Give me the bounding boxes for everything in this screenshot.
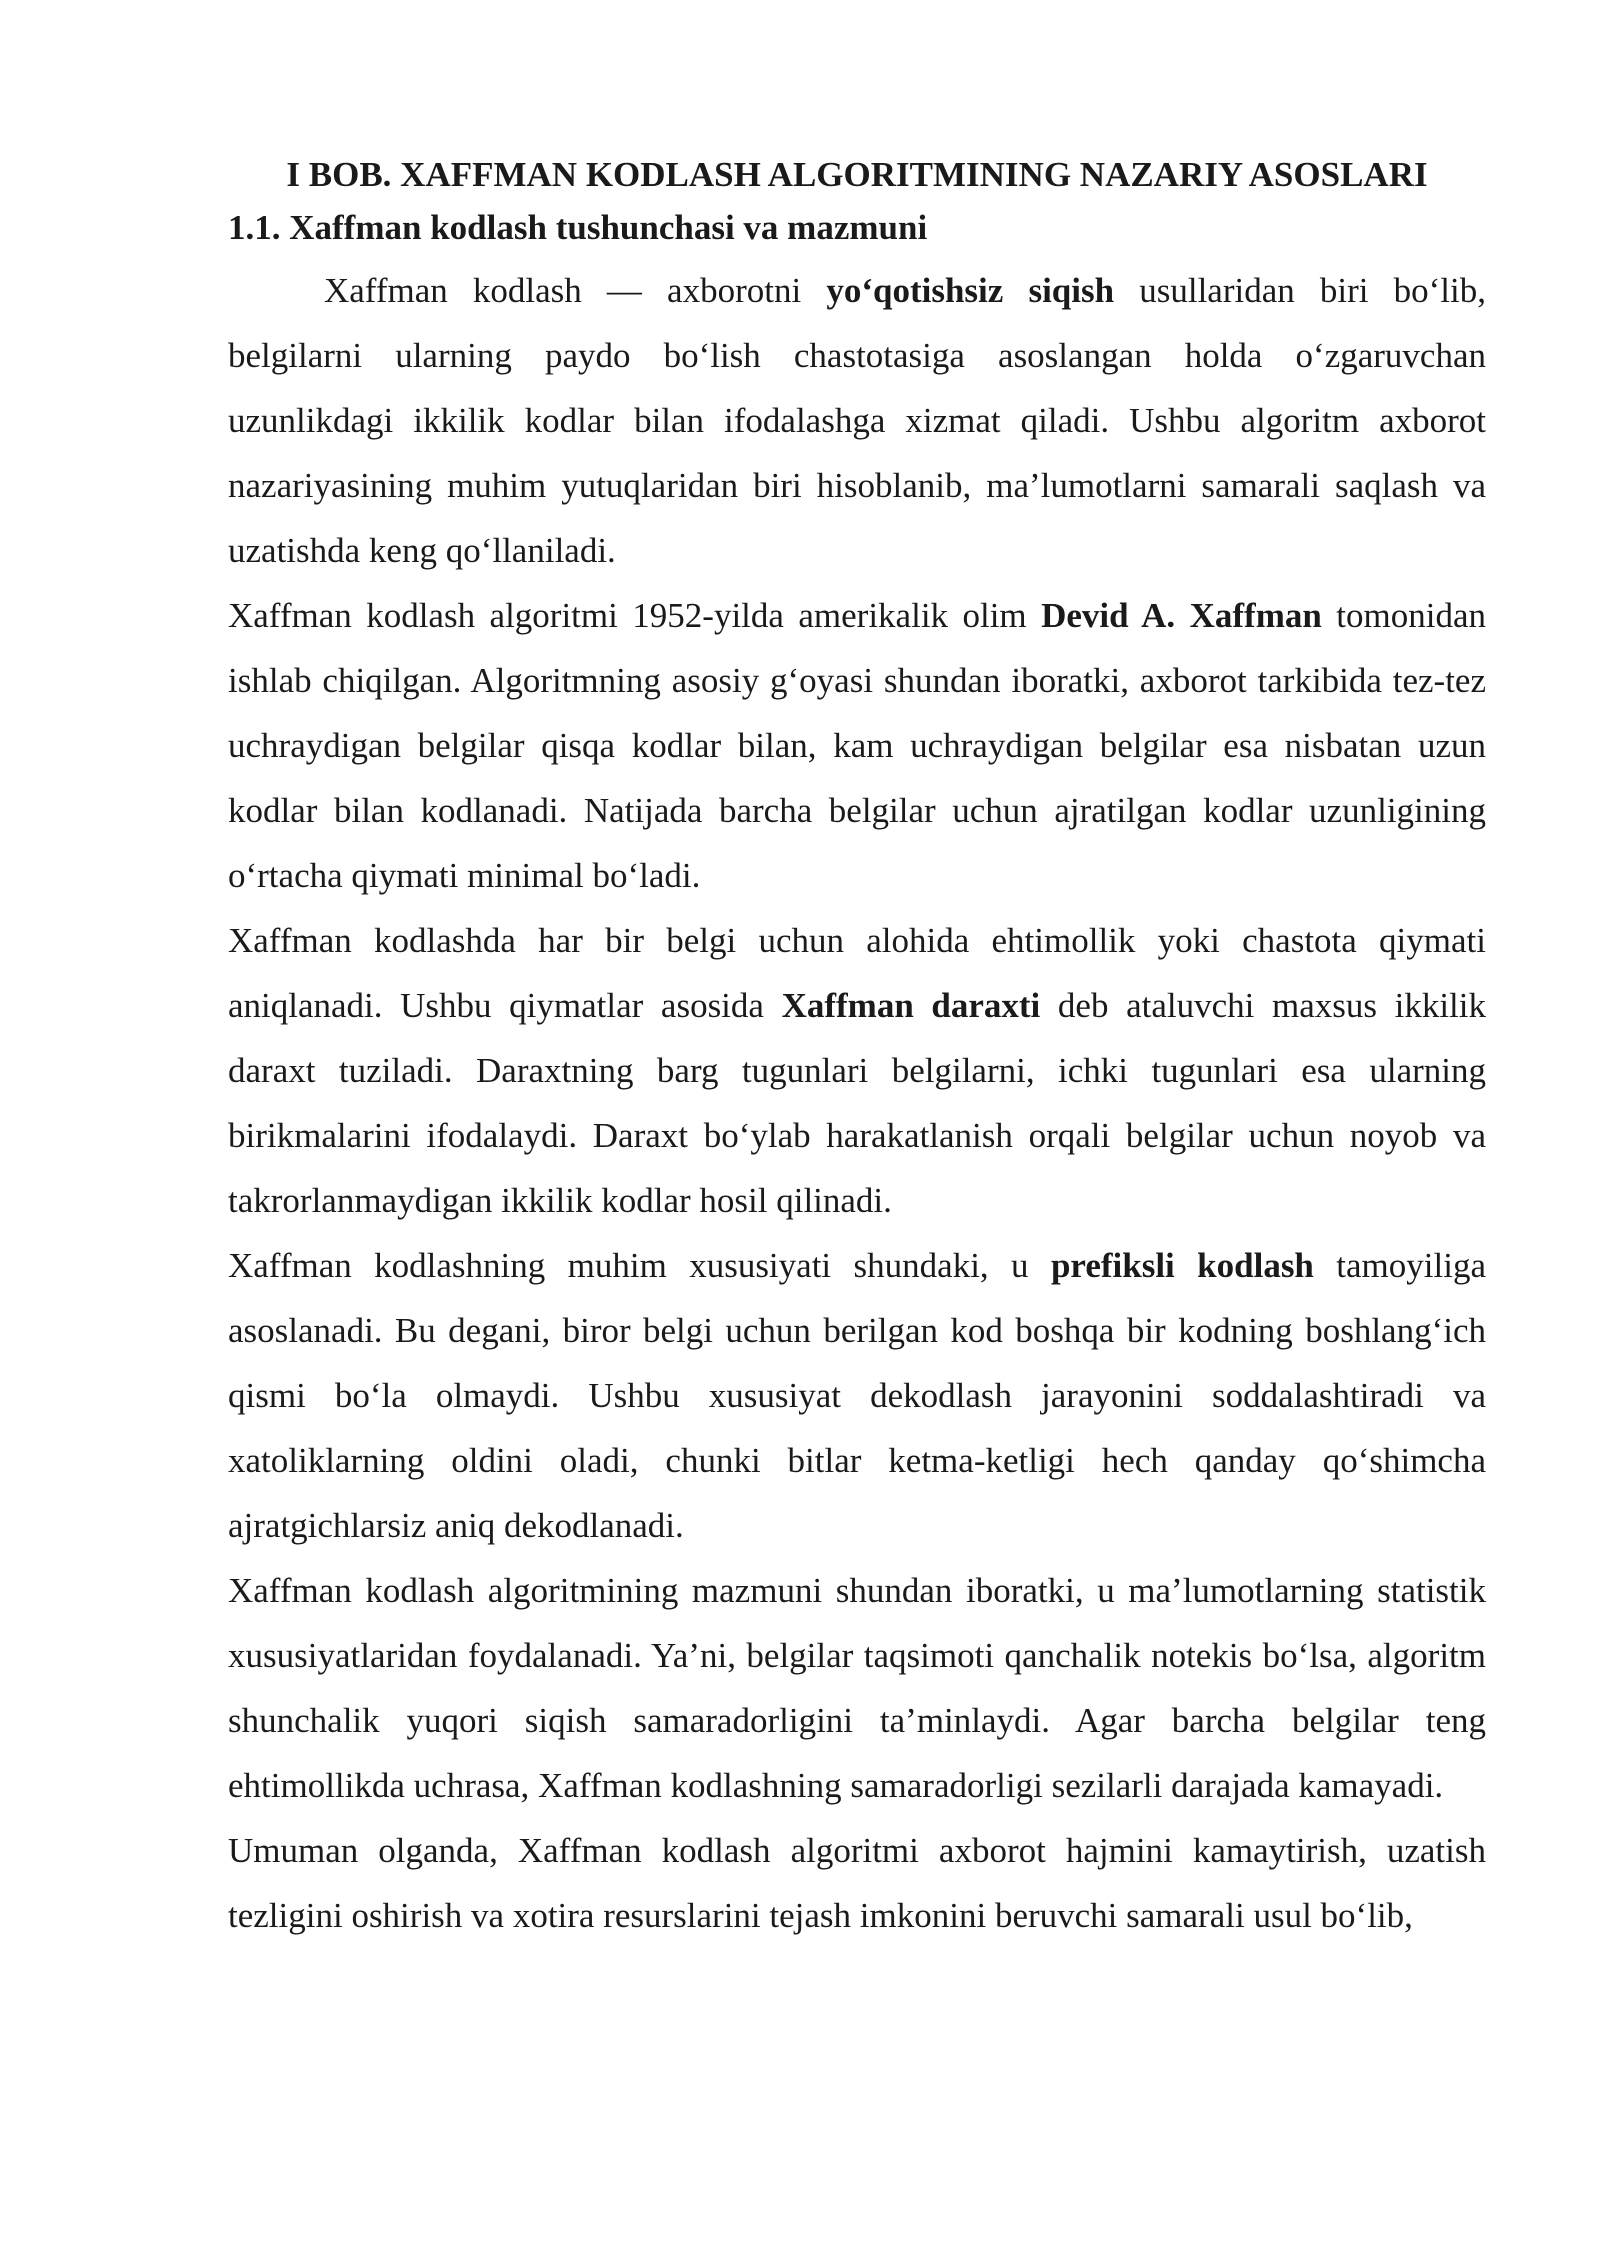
- paragraph-text: Xaffman kodlash algoritmi 1952-yilda amerikalik olim: [228, 596, 1042, 635]
- paragraph-1: [228, 258, 1486, 583]
- paragraph-text: Xaffman kodlash algoritmining mazmuni shundan iboratki, u ma’lumotlarning statistik xususiyatlaridan foydalanadi. Ya’ni, belgilar taqsimoti qanchalik notekis bo‘lsa, algoritm shunchalik yuqori siqish samaradorligini ta’minlaydi. Agar barcha belgilar teng ehtimollikda uchrasa, Xaffman kodlashning samaradorligi sezilarli darajada kamayadi.: [228, 1571, 1486, 1805]
- paragraph-5: [228, 1558, 1486, 1818]
- paragraph-text: Xaffman kodlashda har bir belgi uchun alohida ehtimollik yoki chastota qiymati aniqlanadi. Ushbu qiymatlar asosida: [228, 921, 1486, 1025]
- bold-term: Xaffman daraxti: [781, 986, 1041, 1025]
- bold-term: yo‘qotishsiz siqish: [826, 271, 1115, 310]
- paragraph-3: [228, 908, 1486, 1233]
- paragraph-2: [228, 583, 1486, 908]
- paragraph-text: deb ataluvchi maxsus ikkilik daraxt tuziladi. Daraxtning barg tugunlari belgilarni, ichki tugunlari esa ularning birikmalarini ifodalaydi. Daraxt bo‘ylab harakatlanish orqali belgilar uchun noyob va takrorlanmaydigan ikkilik kodlar hosil qilinadi.: [228, 986, 1486, 1220]
- paragraph-6: [228, 1818, 1486, 1948]
- section-title: 1.1. Xaffman kodlash tushunchasi va mazmuni: [228, 208, 928, 247]
- paragraph-text: tamoyiliga asoslanadi. Bu degani, biror belgi uchun berilgan kod boshqa bir kodning boshlang‘ich qismi bo‘la olmaydi. Ushbu xususiyat dekodlash jarayonini soddalashtiradi va xatoliklarning oldini oladi, chunki bitlar ketma-ketligi hech qanday qo‘shimcha ajratgichlarsiz aniq dekodlanadi.: [228, 1246, 1486, 1545]
- paragraph-text: Umuman olganda, Xaffman kodlash algoritmi axborot hajmini kamaytirish, uzatish tezligini oshirish va xotira resurslarini tejash imkonini beruvchi samarali usul bo‘lib,: [228, 1831, 1486, 1935]
- document-page: [228, 148, 1486, 1948]
- paragraph-4: [228, 1233, 1486, 1558]
- bold-term: Devid A. Xaffman: [1041, 596, 1322, 635]
- paragraph-text: Xaffman kodlashning muhim xususiyati shundaki, u: [228, 1246, 1051, 1285]
- chapter-title: I BOB. XAFFMAN KODLASH ALGORITMINING NAZARIY ASOSLARI: [286, 155, 1428, 194]
- bold-term: prefiksli kodlash: [1050, 1246, 1314, 1285]
- paragraph-text: usullaridan biri bo‘lib, belgilarni ularning paydo bo‘lish chastotasiga asoslangan holda o‘zgaruvchan uzunlikdagi ikkilik kodlar bilan ifodalashga xizmat qiladi. Ushbu algoritm axborot nazariyasining muhim yutuqlaridan biri hisoblanib, ma’lumotlarni samarali saqlash va uzatishda keng qo‘llaniladi.: [228, 271, 1486, 570]
- paragraph-text: Xaffman kodlash — axborotni: [324, 271, 827, 310]
- paragraph-text: tomonidan ishlab chiqilgan. Algoritmning asosiy g‘oyasi shundan iboratki, axborot tarkibida tez-tez uchraydigan belgilar qisqa kodlar bilan, kam uchraydigan belgilar esa nisbatan uzun kodlar bilan kodlanadi. Natijada barcha belgilar uchun ajratilgan kodlar uzunligining o‘rtacha qiymati minimal bo‘ladi.: [228, 596, 1487, 895]
